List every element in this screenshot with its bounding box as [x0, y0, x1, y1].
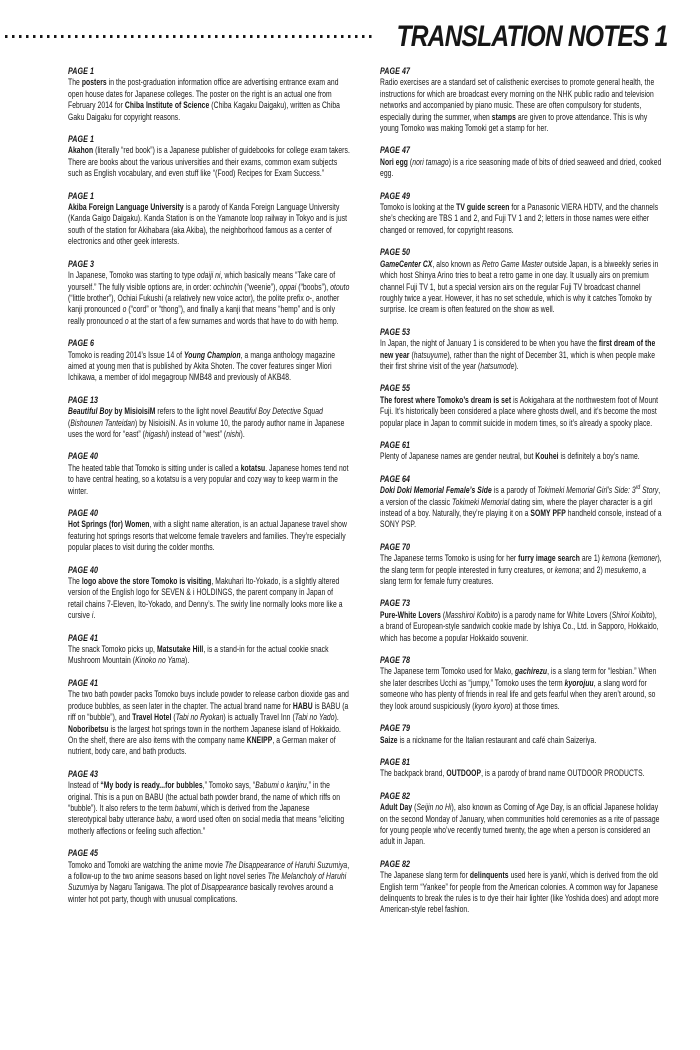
note-text: Doki Doki Memorial Female’s Side is a parody of Tokimeki Memorial Girl’s Side: 3rd Story, a version of the classic Tokimeki Memorial dating sim, where the player character is a girl instead of a boy. Naturally, they’re playing it on a SOMY PFP handheld console, instead of a SONY PSP. — [380, 484, 662, 530]
dotted-rule — [5, 35, 373, 38]
note — [380, 791, 662, 848]
note-text: In Japan, the night of January 1 is considered to be when you have the first dream of the new year (hatsuyume), rather than the night of December 31, which is when people make their first shrine visit of the year (hatsumode). — [380, 338, 656, 371]
note-page-heading: PAGE 79 — [380, 723, 411, 735]
note — [380, 598, 662, 644]
note — [68, 508, 350, 554]
note — [68, 678, 350, 758]
note-text: Plenty of Japanese names are gender neutral, but Kouhei is definitely a boy’s name. — [380, 451, 640, 462]
note — [380, 191, 662, 237]
note-text: In Japanese, Tomoko was starting to type odaiji ni, which basically means “Take care of yourself.” The fully visible options are, in order: ochinchin (“weenie”), oppai (“boobs”), otouto (“little brother”), Ochiai Fukushi (a relatively new voice actor), the polite prefix o-, another kanji pronounced o (“cord” or “thong”), and finally a kanji that means “hemp” and is only really pronounced o at the start of a few surnames and words that have to do with hemp. — [68, 270, 350, 326]
note-page-heading: PAGE 6 — [68, 338, 95, 350]
note-text: Beautiful Boy by MisioisiM refers to the light novel Beautiful Boy Detective Squad (Bishounen Tanteidan) by NisioisiN. As in volume 10, the parody author name in Japanese uses the word for “east” (higashi) instead of “west” (nishi). — [68, 406, 345, 439]
note-text: Tomoko is reading 2014’s Issue 14 of Young Champion, a manga anthology magazine aimed at young men that is published by Akita Shoten. The cover features singer Miori Ichikawa, a member of idol megagroup NMB48 and previously of AKB48. — [68, 349, 336, 383]
note-text: Instead of “My body is ready...for bubbles,” Tomoko says, “Babumi o kanjiru,” in the original. This is a pun on BABU (the actual bath powder brand, the name of which riffs on “bubble”). It also refers to the term babumi, which is derived from the Japanese stereotypical baby utterance babu, a word used often on social media that means “eliciting motherly affections or feeling such affection.” — [68, 780, 345, 836]
note-page-heading: PAGE 41 — [68, 632, 99, 644]
note — [380, 383, 662, 429]
note-page-heading: PAGE 73 — [380, 598, 411, 610]
note-page-heading: PAGE 13 — [68, 394, 99, 406]
note-page-heading: PAGE 43 — [68, 768, 99, 780]
note-page-heading: PAGE 53 — [380, 326, 411, 338]
note — [68, 66, 350, 123]
note-text: The Japanese slang term for delinquents used here is yanki, which is derived from the old English term “Yankee” for people from the American colonies. A common way for Japanese delinquents to break the rules is to dye their hair lighter (like Yoshida does) and adopt more American-style rebel fashion. — [380, 870, 659, 915]
note-page-heading: PAGE 40 — [68, 451, 99, 463]
column-right — [380, 66, 662, 927]
note — [380, 474, 662, 531]
note — [68, 565, 350, 622]
note — [68, 395, 350, 441]
note-page-heading: PAGE 50 — [380, 247, 411, 259]
note-text: The Japanese term Tomoko used for Mako, gachirezu, is a slang term for “lesbian.” When she later describes Ucchi as “jumpy,” Tomoko uses the term kyorojuu, a slang word for someone who has plenty of friends in real life and gets fearful when they aren’t around, so they look around suspiciously (kyoro kyoro) at those times. — [380, 666, 657, 711]
header — [0, 0, 700, 56]
note-text: The logo above the store Tomoko is visiting, Makuhari Ito-Yokado, is a slightly altered version of the English logo for SEVEN & i HOLDINGS, the parent company in Japan of retail chains 7-Eleven, Ito-Yokado, and Denny’s. The swirly line normally looks more like a cursive i. — [68, 576, 343, 621]
note — [68, 191, 350, 248]
note-text: Tomoko and Tomoki are watching the anime movie The Disappearance of Haruhi Suzumiya, a follow-up to the two anime seasons based on light novel series The Melancholy of Haruhi Suzumiya by Nagaru Tanigawa. The plot of Disappearance basically revolves around a winter hot pot party, though with unusual complications. — [68, 859, 350, 904]
note — [380, 247, 662, 315]
note — [380, 440, 662, 463]
note-page-heading: PAGE 64 — [380, 473, 411, 485]
note-page-heading: PAGE 3 — [68, 258, 95, 270]
note-text: The backpack brand, OUTDOOP, is a parody of brand name OUTDOOR PRODUCTS. — [380, 768, 645, 779]
note — [380, 859, 662, 916]
note-page-heading: PAGE 49 — [380, 190, 411, 202]
note — [380, 327, 662, 373]
note-page-heading: PAGE 47 — [380, 145, 411, 157]
note-page-heading: PAGE 82 — [380, 858, 411, 870]
note — [380, 655, 662, 712]
note-text: The Japanese terms Tomoko is using for her furry image search are 1) kemona (kemoner), the slang term for people interested in furry creatures, or kemona; and 2) mesukemo, a slang term for female furry creatures. — [380, 553, 662, 587]
column-left — [68, 66, 350, 916]
note — [380, 145, 662, 179]
note-text: The heated table that Tomoko is sitting under is called a kotatsu. Japanese homes tend not to have central heating, so a kotatsu is a very popular and cozy way to keep warm in the winter. — [68, 462, 349, 496]
note — [68, 451, 350, 497]
note-text: Nori egg (nori tamago) is a rice seasoning made of bits of dried seaweed and dried, cooked egg. — [380, 156, 662, 179]
note — [68, 134, 350, 180]
note-page-heading: PAGE 45 — [68, 848, 99, 860]
note-text: Pure-White Lovers (Masshiroi Koibito) is a parody name for White Lovers (Shiroi Koibito), a brand of European-style sandwich cookie made by Ishiya Co., Ltd. in Sapporo, Hokkaido, which has become a popular Hokkaido souvenir. — [380, 609, 659, 643]
note-page-heading: PAGE 81 — [380, 756, 411, 768]
note-text: Adult Day (Seijin no Hi), also known as Coming of Age Day, is an official Japanese holiday on the second Monday of January, when communities hold ceremonies as a rite of passage for young people who’ve recently turned twenty, the age when a person is considered an adult in Japan. — [380, 802, 660, 847]
note-text: The two bath powder packs Tomoko buys include powder to release carbon dioxide gas and produce bubbles, as seen later in the chapter. The actual brand name for HABU is BABU (a riff on “bubble”), and Travel Hotel (Tabi no Ryokan) is actually Travel Inn (Tabi no Yado). Noboribetsu is the largest hot springs town in the northern Japanese island of Hokkaido. On the shelf, there are also items with the company name KNEIPP, a German maker of nutrient, body care, and bath products. — [68, 689, 349, 757]
note-page-heading: PAGE 1 — [68, 190, 95, 202]
note — [380, 757, 662, 780]
note — [380, 723, 662, 746]
note — [380, 66, 662, 134]
note-text: GameCenter CX, also known as Retro Game Master outside Japan, is a biweekly series in which host Shinya Arino tries to beat a retro game in one day. It usually airs on premium channel Fuji TV 1, but a special version airs on the regular Fuji TV broadcast channel roughly twice a year. However, it has no set schedule, which is why it catches Tomoko by surprise. Ice cream is often featured on the show as well. — [380, 258, 659, 315]
note-text: Akiba Foreign Language University is a parody of Kanda Foreign Language University (Kanda Gaigo Daigaku). Kanda Station is on the Yamanote loop railway in Tokyo and is just south of the station for Akihabara (aka Akiba), the neighborhood famous as a center of electronics and other geek interests. — [68, 202, 348, 247]
note-page-heading: PAGE 41 — [68, 677, 99, 689]
note-page-heading: PAGE 47 — [380, 66, 411, 77]
note — [380, 542, 662, 588]
note-text: Akahon (literally “red book”) is a Japanese publisher of guidebooks for college exam takers. There are books about the various universities and their exams, common exam subjects such as English vocabulary, and even stuff like “(Food) Recipes for Exam Success.” — [68, 145, 350, 179]
note-text: Saize is a nickname for the Italian restaurant and café chain Saizeriya. — [380, 734, 597, 745]
note-page-heading: PAGE 82 — [380, 790, 411, 802]
note — [68, 848, 350, 905]
note-text: The snack Tomoko picks up, Matsutake Hill, is a stand-in for the actual cookie snack Mushroom Mountain (Kinoko no Yama). — [68, 644, 329, 666]
note-page-heading: PAGE 40 — [68, 564, 99, 576]
page-title: TRANSLATION NOTES 1 — [396, 20, 667, 53]
note-text: Tomoko is looking at the TV guide screen for a Panasonic VIERA HDTV, and the channels she’s checking are TBS 1 and 2, and Fuji TV 1 and 2; letters in those names were either changed or removed, for copyright reasons. — [380, 202, 659, 235]
note-page-heading: PAGE 40 — [68, 508, 99, 519]
note-page-heading: PAGE 1 — [68, 134, 95, 146]
note — [68, 338, 350, 384]
note — [68, 259, 350, 327]
note-text: Hot Springs (for) Women, with a slight name alteration, is an actual Japanese travel show featuring hot springs resorts that welcome female travelers and families. They’re especially popular places to visit during the colder months. — [68, 519, 347, 553]
note-page-heading: PAGE 1 — [68, 66, 95, 77]
note-page-heading: PAGE 70 — [380, 541, 411, 553]
note-page-heading: PAGE 55 — [380, 383, 411, 395]
note-page-heading: PAGE 78 — [380, 655, 411, 667]
note — [68, 769, 350, 837]
note — [68, 633, 350, 667]
note-text: The posters in the post-graduation information office are advertising entrance exam and open house dates for Japanese colleges. The poster on the right is an actual one from February 2014 for Chiba Institute of Science (Chiba Kagaku Daigaku), written as Chiba Gaku Daigaku for copyright reasons. — [68, 77, 340, 122]
note-text: Radio exercises are a standard set of calisthenic exercises to promote general health, the instructions for which are broadcast every morning on the NHK public radio and television networks and accompanied by piano music. These are often compulsory for students, especially during the summer, when stamps are given to prove attendance. This is why young Tomoko was making Tomoki get a stamp for her. — [380, 77, 655, 134]
note-text: The forest where Tomoko’s dream is set is Aokigahara at the northwestern foot of Mount Fuji. It’s historically been considered a place where ghosts dwell, and it’s become the most popular place in Japan to commit suicide in modern times, so it’s already a spooky place. — [380, 394, 659, 428]
note-page-heading: PAGE 61 — [380, 439, 411, 451]
